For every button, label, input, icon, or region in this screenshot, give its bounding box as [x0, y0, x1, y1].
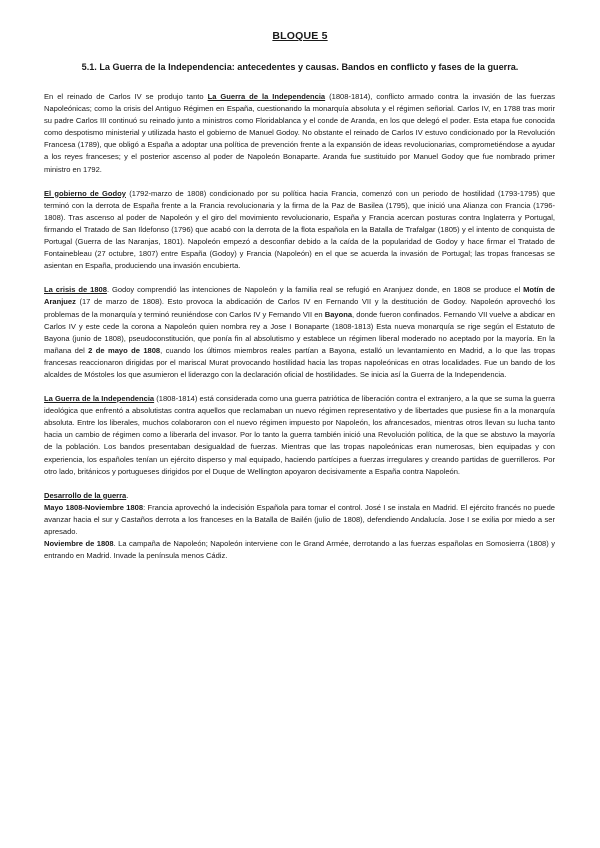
phase-may-nov-1808: Mayo 1808-Noviembre 1808: Francia aprovechó la indecisión Española para tomar el control. José I se instala en Madrid. El ejército francés no puede avanzar hacia el sur y Castaños derrota a los franceses en la Batalla de Bailén (julio de 1808), defendiendo Andalucía. Jose I se exilia por miedo a ser apresado.: [44, 502, 555, 536]
paragraph-war-independence: La Guerra de la Independencia (1808-1814) está considerada como una guerra patriótica de liberación contra el extranjero, a la que se suma la guerra ideológica que enfrentó a absolutistas contra aquellos que reclamaban un nuevo régimen representativo y de libertades que pusiese fin a la monarquía absoluta. Entre los liberales, muchos colaboraron con el nuevo régimen impuesto por Napoleón, los afrancesados, mientras otros llevan su lucha tanto hacia un cambio de régimen como a liberarla del invasor. Por lo tanto la guerra también inició una Revolución política, de la que se abstuvo la mayoría de la población. Los bandos presentaban desigualdad de fuerzas. Mientras que las tropas napoleónicas eran numerosas, bien equipadas y con experiencia, los españoles tenían un ejército disperso y mal equipado, haciendo partícipes a fuerzas irregulares y creando partidas de guerrilleros. Por otro lado, británicos y portugueses dirigidos por el Duque de Wellington apoyaron decisivamente a España contra Napoleón.: [44, 394, 555, 476]
paragraph-introduction: En el reinado de Carlos IV se produjo tanto La Guerra de la Independencia (1808-1814), conflicto armado contra la invasión de las fuerzas Napoleónicas; como la crisis del Antiguo Régimen en España, cuestionando la monarquía absoluta y el régimen señorial. Carlos IV, en 1788 tras morir su padre Carlos III continuó su reinado junto a ministros como Floridablanca y el conde de Aranda, en los que delegó el poder. Esta etapa fue conocida como despotismo ministerial y utilizada hasto el gobierno de Manuel Godoy. No obstante el reinado de Carlos IV estuvo condicionado por la Revolución Francesa (1789), que obligó a España a adoptar una política de prevención frente a la expansión de ideas revolucionarias, comprometiéndose a ayudar a los reyes franceses; y el posterior ascenso al poder de Napoleón Bonaparte. Aranda fue sustituido por Manuel Godoy que fue nombrado primer ministro en 1792.: [44, 92, 556, 174]
document-title: BLOQUE 5: [272, 30, 328, 42]
paragraph-crisis-1808: La crisis de 1808. Godoy comprendió las intenciones de Napoleón y la familia real se refugió en Aranjuez donde, en 1808 se produce el Motín de Aranjuez (17 de marzo de 1808). Esto provoca la abdicación de Carlos IV en Fernando VII y la destitución de Godoy. Napoleón aprovechó los problemas de la monarquía y terminó reuniéndose con Carlos IV y Fernando VII en Bayona, donde fueron confinados. Fernando VII vuelve a abdicar en Carlos IV y este cede la corona a Napoleón quien nombra rey a Jose I Bonaparte (1808-1813) Esta nueva monarquía se rige según el Estatuto de Bayona (junio de 1808), pseudoconstitución, que ponía fin al absolutismo y establece un régimen liberal moderado no aceptado por la mayoría. En la mañana del 2 de mayo de 1808, cuando los últimos miembros reales partían a Bayona, estalló un levantamiento en Madrid, a lo que las tropas francesas reaccionaron dirigidas por el mariscal Murat provocando hostilidad hacia las tropas napoleónicas en otras localidades. Fue un bando de los alcaldes de Móstoles los que asumieron el liderazgo con la declaración oficial de hostilidades. Se inicia así la Guerra de la Independencia.: [44, 285, 555, 379]
godoy-heading: El gobierno de Godoy: [44, 188, 126, 198]
bayona: Bayona: [324, 309, 353, 319]
dos-de-mayo: 2 de mayo de 1808: [88, 345, 161, 355]
paragraph-godoy: El gobierno de Godoy (1792-marzo de 1808) condicionado por su política hacia Francia, comenzó con un periodo de hostilidad (1793-1795) que terminó con la derrota de España frente a la Francia revolucionaria y la firma de la Paz de Basilea (1795), que inició una Alianza con Francia (1796-1808). Tras ascenso al poder de Napoleón y el giro del movimiento revolucionario, España y Francia acercan posturas contra Inglaterra y Portugal, firmando el Tratado de San Ildefonso (1796) que acabó con la derrota de la flota española en la Batalla de Trafalgar (1805) y el intento de conquista de Portugal (Guerra de las Naranjas, 1801). Napoleón empezó a desconfiar debido a la caída de la popularidad de Godoy y hace firmar el Tratado de Fontainebleau (27 octubre, 1807) entre España (Godoy) y Francia (Napoleón) en el que se acuerda la invasión de Portugal; las tropas francesas se asientan en España, produciendo una invasión encubierta.: [44, 188, 556, 271]
war-heading: La Guerra de la Independencia: [44, 394, 155, 404]
document-body: [44, 91, 555, 562]
phase-nov-1808: Noviembre de 1808. La campaña de Napoleón; Napoleón interviene con le Grand Armée, derrotando a las fuerzas españolas en Somosierra (1808) y entrando en Madrid. Invade la península menos Cádiz.: [44, 539, 555, 561]
war-development-heading: Desarrollo de la guerra.: [44, 490, 129, 500]
section-heading: 5.1. La Guerra de la Independencia: antecedentes y causas. Bandos en conflicto y fases de la guerra.: [81, 62, 519, 72]
war-name-underlined: La Guerra de la Independencia: [207, 92, 326, 101]
crisis-heading: La crisis de 1808: [44, 285, 107, 295]
motin-aranjuez: Motín de Aranjuez: [44, 285, 555, 307]
